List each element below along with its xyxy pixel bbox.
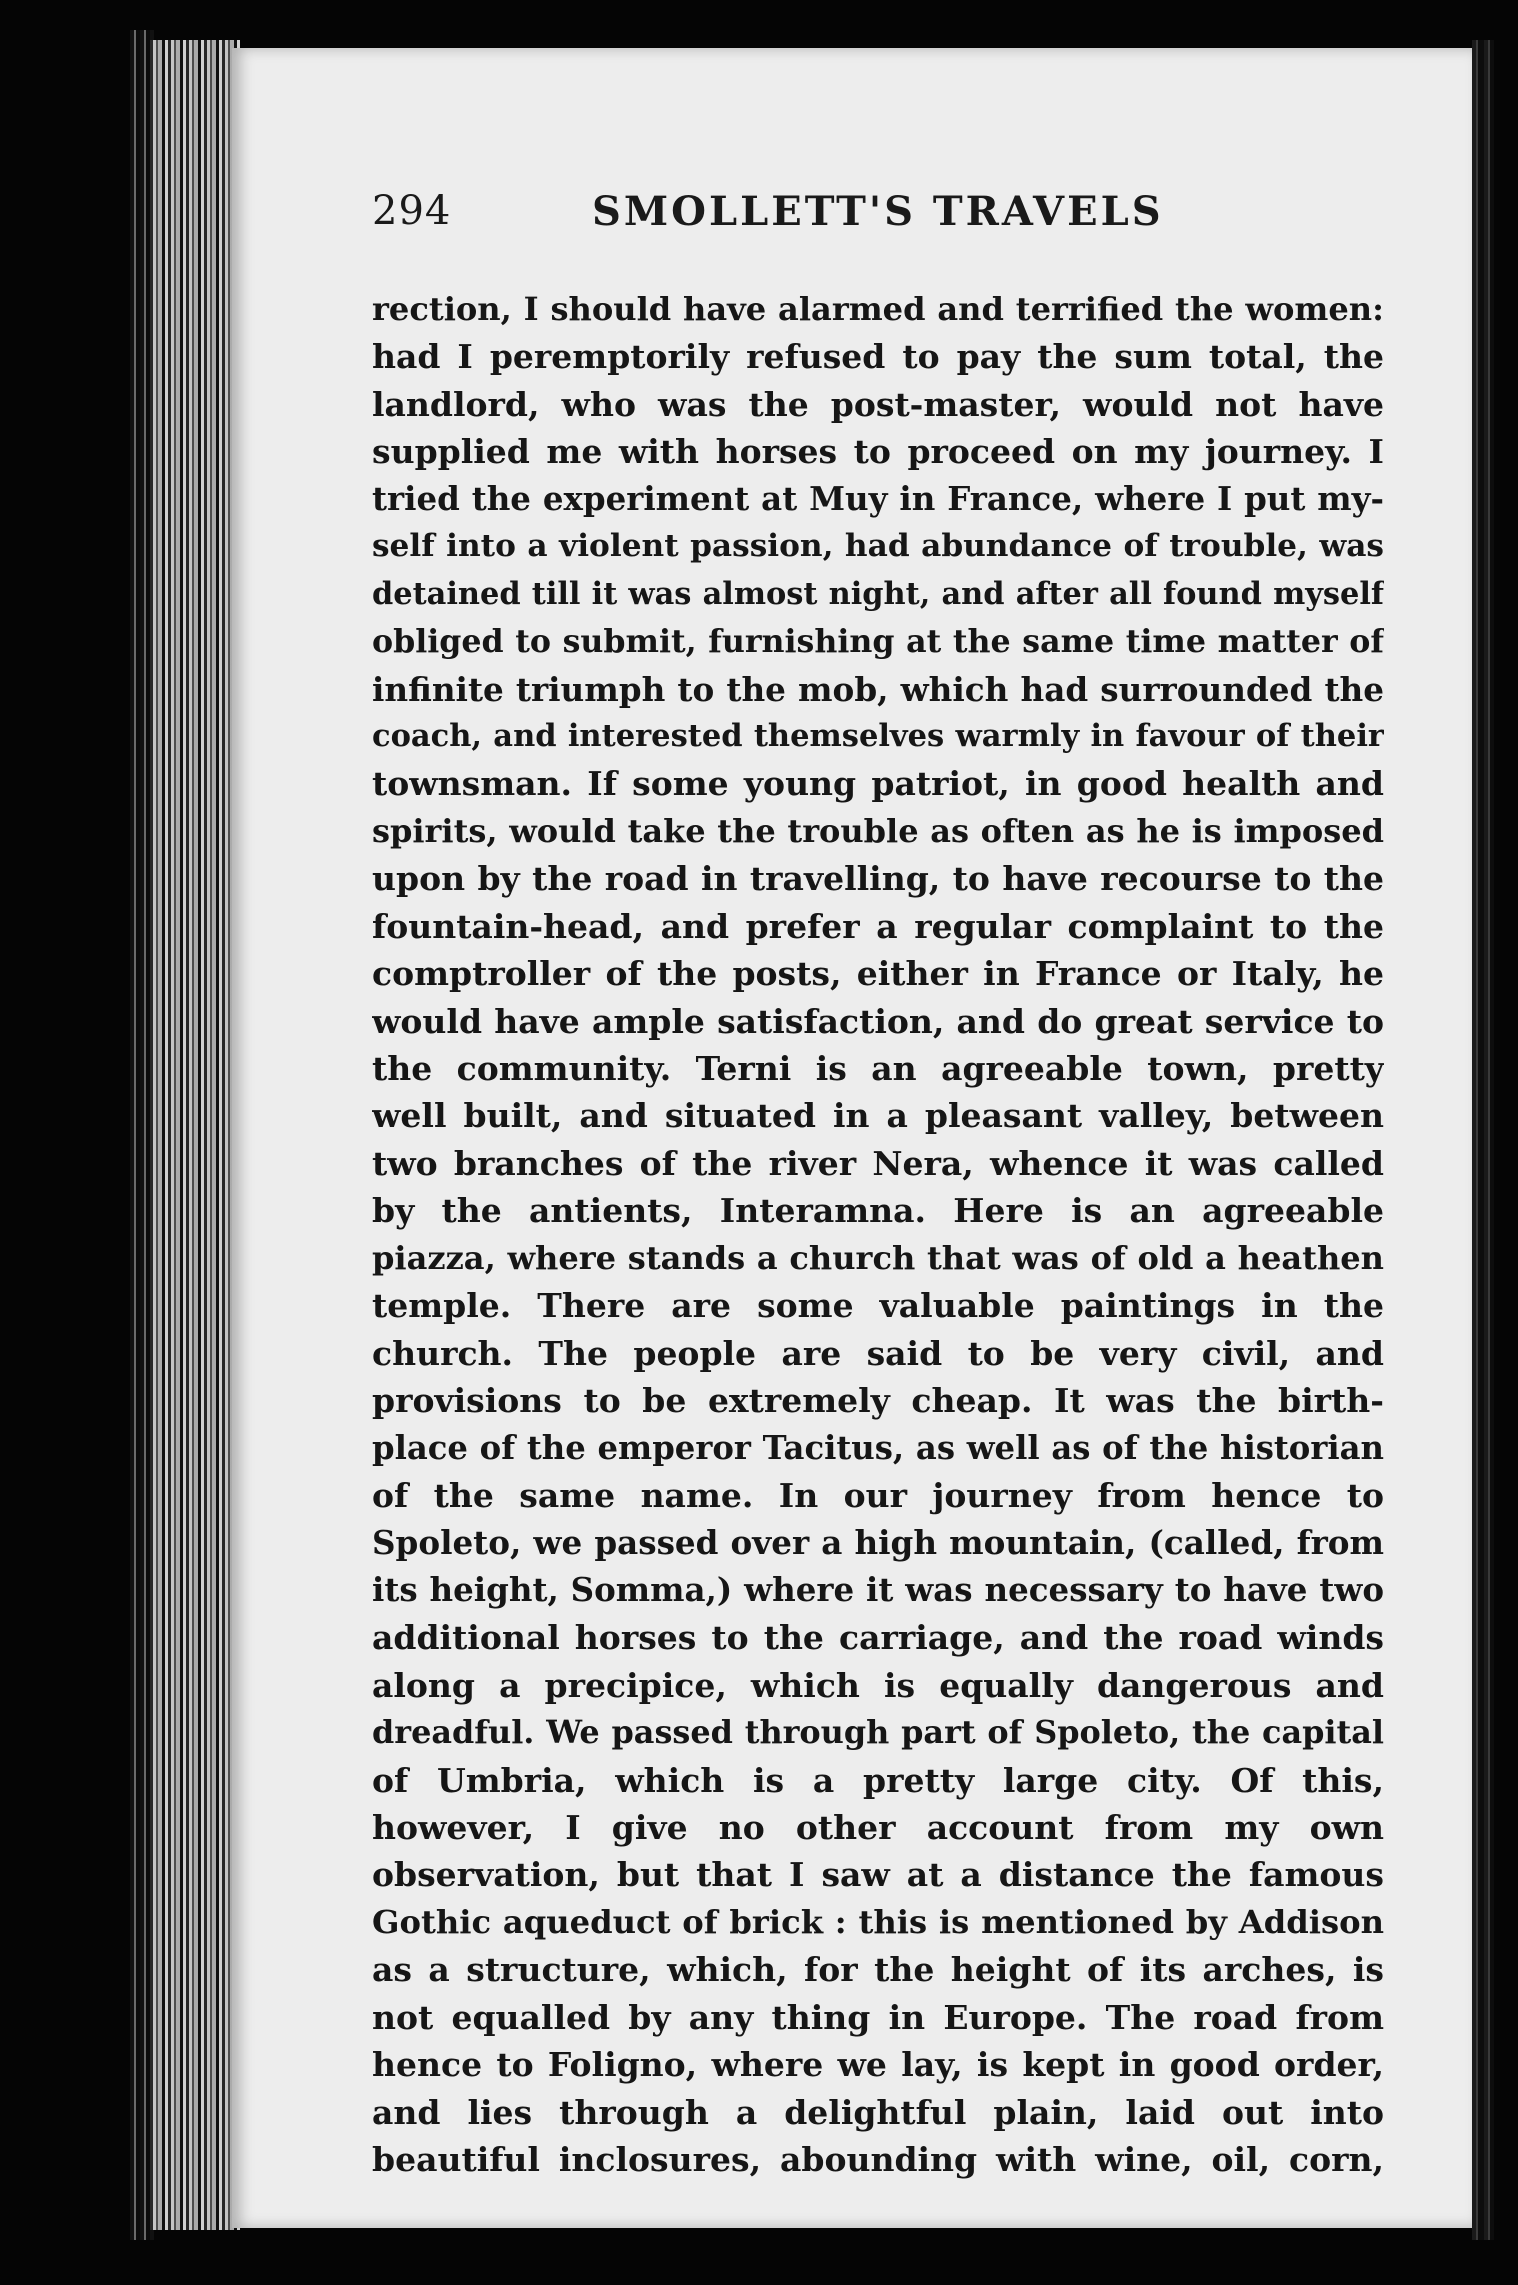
text-line: not equalled by any thing in Europe. The road from bbox=[372, 1997, 1384, 2037]
text-line: provisions to be extremely cheap. It was the birth- bbox=[372, 1381, 1384, 1421]
text-line: its height, Somma,) where it was necessary to have two bbox=[372, 1570, 1384, 1609]
text-line: of the same name. In our journey from hence to bbox=[372, 1475, 1384, 1515]
running-title: SMOLLETT'S TRAVELS bbox=[592, 188, 1164, 235]
text-line: hence to Foligno, where we lay, is kept in good order, bbox=[372, 2045, 1384, 2085]
text-line: rection, I should have alarmed and terrified the women: bbox=[372, 290, 1384, 328]
text-line: the community. Terni is an agreeable town, pretty bbox=[372, 1049, 1384, 1088]
text-line: supplied me with horses to proceed on my journey. I bbox=[372, 432, 1384, 472]
text-line: church. The people are said to be very civil, and bbox=[372, 1333, 1384, 1373]
body-text bbox=[372, 286, 1384, 2184]
text-line: however, I give no other account from my own bbox=[372, 1808, 1384, 1847]
text-line: Gothic aqueduct of brick : this is mentioned by Addison bbox=[372, 1902, 1384, 1941]
text-line: of Umbria, which is a pretty large city. Of this, bbox=[372, 1760, 1384, 1800]
text-line: by the antients, Interamna. Here is an agreeable bbox=[372, 1191, 1384, 1231]
text-line: observation, but that I saw at a distance the famous bbox=[372, 1855, 1384, 1895]
text-line: detained till it was almost night, and after all found myself bbox=[372, 575, 1384, 612]
text-line: townsman. If some young patriot, in good health and bbox=[372, 764, 1384, 804]
text-line: landlord, who was the post-master, would not have bbox=[372, 384, 1384, 424]
text-line: self into a violent passion, had abundance of trouble, was bbox=[372, 528, 1384, 565]
text-line: spirits, would take the trouble as often as he is imposed bbox=[372, 811, 1384, 850]
text-line: had I peremptorily refused to pay the sum total, the bbox=[372, 337, 1384, 377]
page-number: 294 bbox=[372, 188, 452, 234]
text-line: two branches of the river Nera, whence it was called bbox=[372, 1143, 1384, 1183]
text-line: would have ample satisfaction, and do great service to bbox=[372, 1001, 1384, 1041]
text-line: obliged to submit, furnishing at the same time matter of bbox=[372, 623, 1384, 661]
text-line: place of the emperor Tacitus, as well as of the historian bbox=[372, 1428, 1384, 1467]
text-line: Spoleto, we passed over a high mountain, (called, from bbox=[372, 1523, 1384, 1563]
text-line: additional horses to the carriage, and the road winds bbox=[372, 1618, 1384, 1658]
text-line: temple. There are some valuable paintings in the bbox=[372, 1286, 1384, 1326]
text-line: coach, and interested themselves warmly in favour of their bbox=[372, 717, 1384, 754]
text-line: fountain-head, and prefer a regular complaint to the bbox=[372, 906, 1384, 946]
text-line: upon by the road in travelling, to have recourse to the bbox=[372, 859, 1384, 899]
text-line: comptroller of the posts, either in France or Italy, he bbox=[372, 954, 1384, 994]
text-line: beautiful inclosures, abounding with wine, oil, corn, bbox=[372, 2140, 1384, 2180]
text-line: as a structure, which, for the height of its arches, is bbox=[372, 1950, 1384, 1990]
text-line: well built, and situated in a pleasant valley, between bbox=[372, 1096, 1384, 1136]
page-edges-left bbox=[150, 40, 240, 2230]
text-line: infinite triumph to the mob, which had surrounded the bbox=[372, 669, 1384, 709]
page-edge-right bbox=[1472, 40, 1494, 2240]
book-page bbox=[232, 48, 1472, 2228]
text-line: along a precipice, which is equally dangerous and bbox=[372, 1665, 1384, 1705]
text-line: piazza, where stands a church that was of old a heathen bbox=[372, 1238, 1384, 1277]
text-line: and lies through a delightful plain, laid out into bbox=[372, 2092, 1384, 2132]
page-header bbox=[372, 188, 1372, 268]
text-line: dreadful. We passed through part of Spoleto, the capital bbox=[372, 1713, 1384, 1752]
text-line: tried the experiment at Muy in France, where I put my- bbox=[372, 479, 1384, 518]
